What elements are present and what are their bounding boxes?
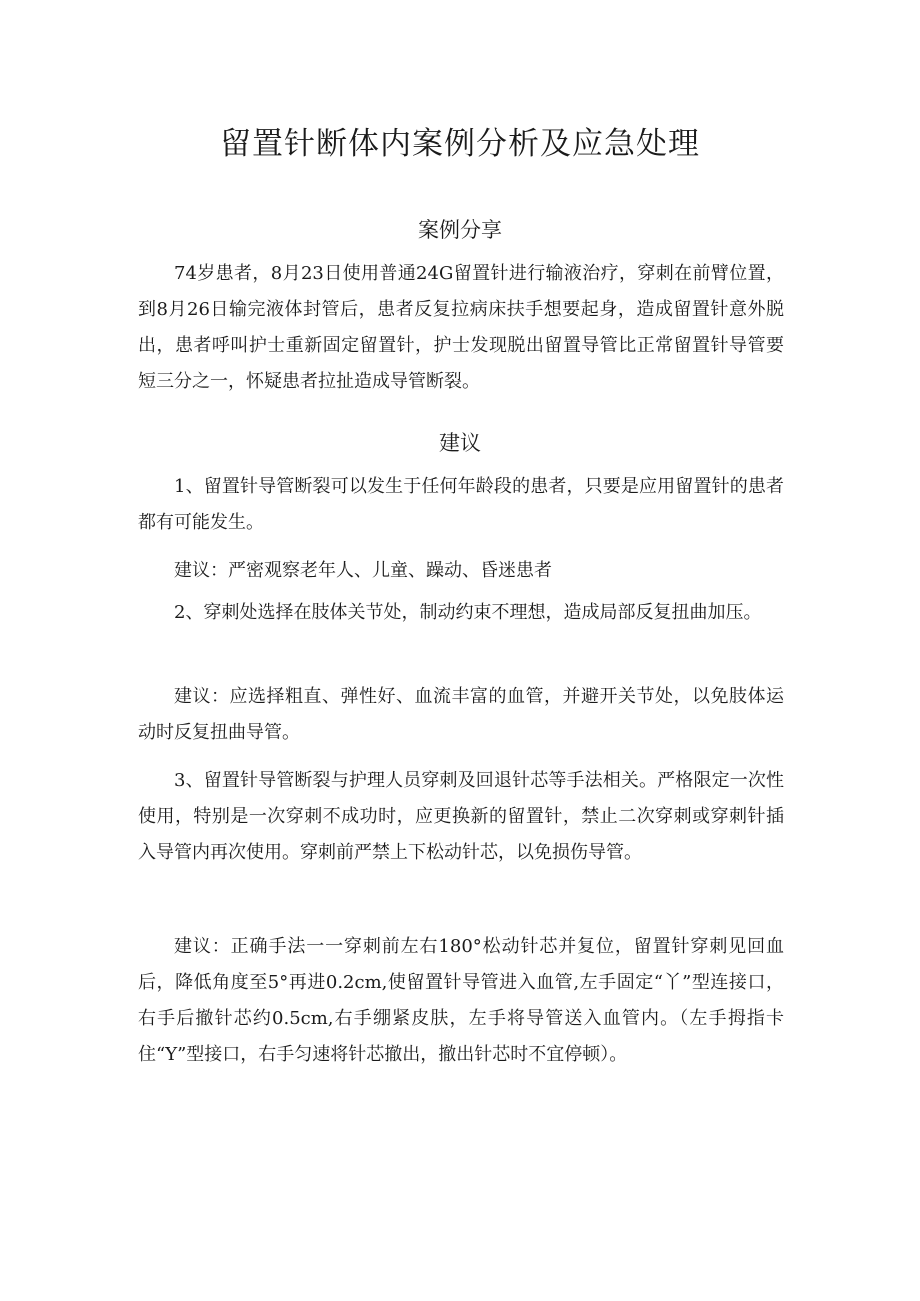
- case-paragraph: 74岁患者，8月23日使用普通24G留置针进行输液治疗，穿刺在前臂位置，到8月26日输完液体封管后，患者反复拉病床扶手想要起身，造成留置针意外脱出，患者呼叫护士重新固定留置针，护士发现脱出留置导管比正常留置针导管要短三分之一，怀疑患者拉扯造成导管断裂。: [138, 263, 784, 392]
- suggestion-paragraph-2: 建议：严密观察老年人、儿童、躁动、昏迷患者: [174, 560, 552, 581]
- suggestion-paragraph-3: 2、穿刺处选择在肢体关节处，制动约束不理想，造成局部反复扭曲加压。: [174, 602, 762, 623]
- suggestion-paragraph-5: 3、留置针导管断裂与护理人员穿刺及回退针芯等手法相关。严格限定一次性使用，特别是一次穿刺不成功时，应更换新的留置针，禁止二次穿刺或穿刺针插入导管内再次使用。穿刺前严禁上下松动针芯，以免损伤导管。: [138, 770, 784, 863]
- section-heading-suggestions: 建议: [439, 431, 481, 455]
- section-heading-case: 案例分享: [418, 218, 502, 242]
- suggestion-paragraph-1: 1、留置针导管断裂可以发生于任何年龄段的患者，只要是应用留置针的患者都有可能发生。: [138, 476, 784, 533]
- document-title: 留置针断体内案例分析及应急处理: [220, 126, 700, 162]
- suggestion-paragraph-4: 建议：应选择粗直、弹性好、血流丰富的血管，并避开关节处，以免肢体运动时反复扭曲导管。: [138, 686, 784, 743]
- suggestion-paragraph-6: 建议：正确手法一一穿刺前左右180°松动针芯并复位，留置针穿刺见回血后，降低角度至5°再进0.2cm,使留置针导管进入血管,左手固定“丫”型连接口，右手后撤针芯约0.5cm,右手绷紧皮肤，左手将导管送入血管内。（左手拇指卡住“Y”型接口，右手匀速将针芯撤出，撤出针芯时不宜停顿）。: [138, 936, 784, 1065]
